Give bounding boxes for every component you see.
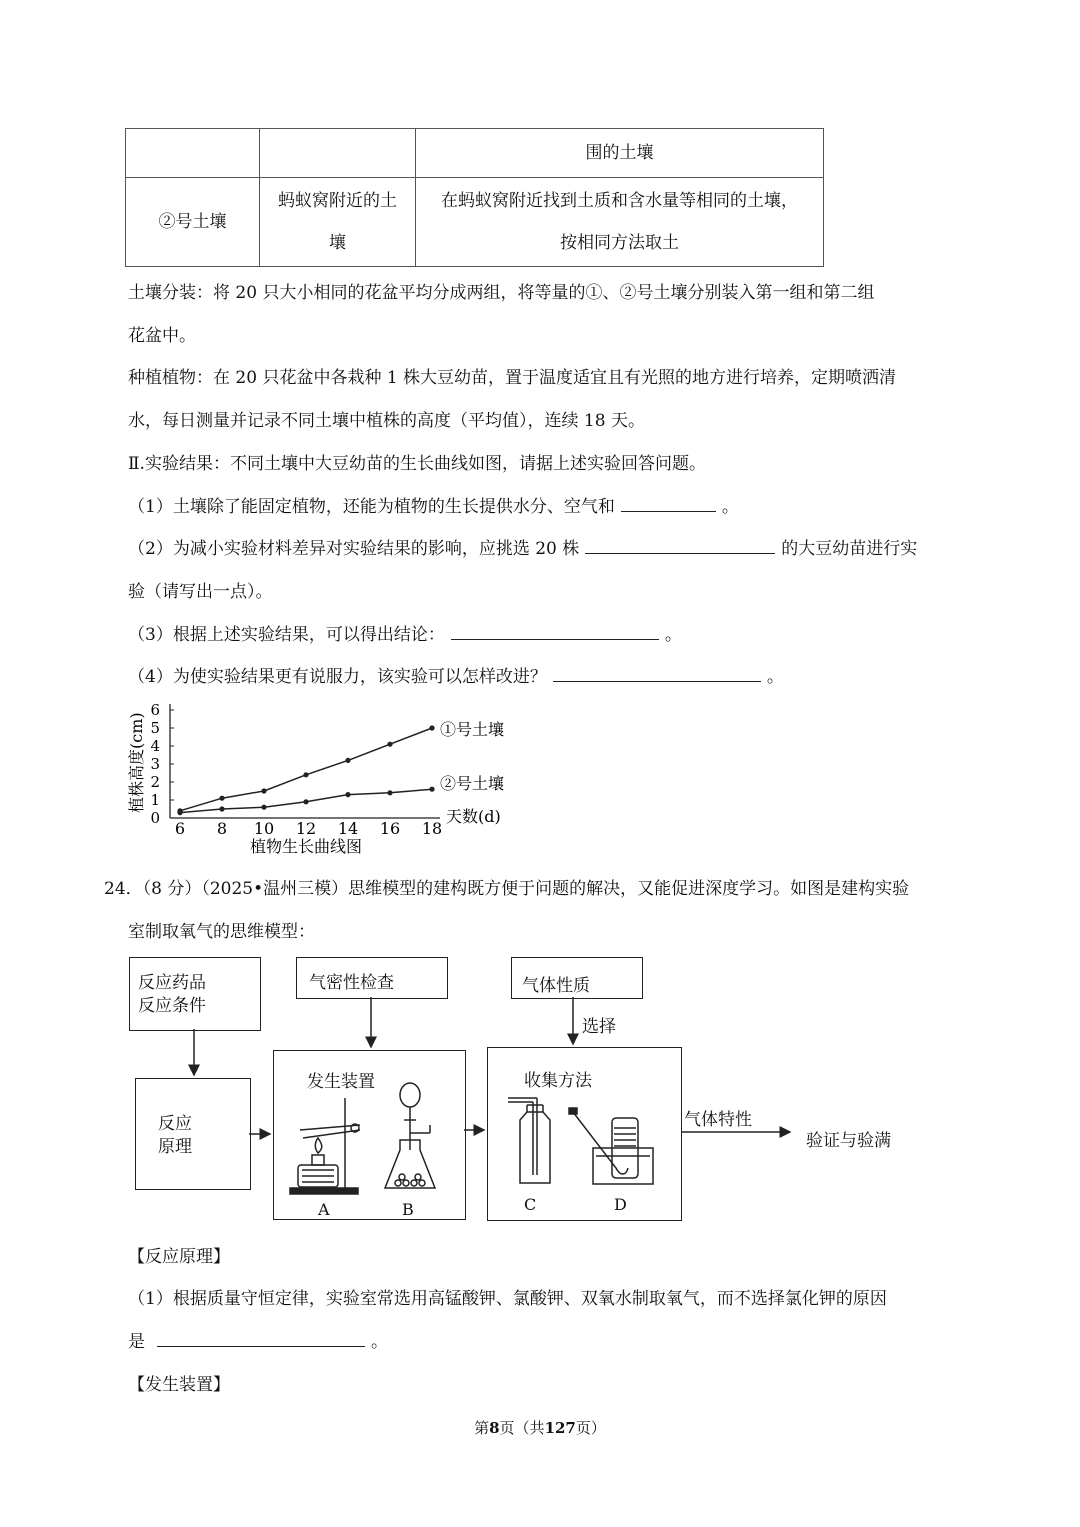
x-tick-label: 6 bbox=[174, 819, 186, 838]
chart-lines bbox=[177, 725, 434, 815]
data-point bbox=[345, 758, 350, 763]
table-cell bbox=[260, 178, 416, 267]
question-24-1 bbox=[128, 1327, 388, 1352]
cell-line: 蚂蚁窝附近的土 bbox=[278, 191, 397, 211]
y-tick-label: 3 bbox=[150, 755, 160, 773]
data-point bbox=[219, 796, 224, 801]
x-tick-label: 18 bbox=[421, 819, 443, 838]
gas-feature-label: 气体特性 bbox=[684, 1110, 752, 1130]
data-point bbox=[429, 787, 434, 792]
apparatus-label: D bbox=[614, 1195, 627, 1214]
x-tick-label: 16 bbox=[379, 819, 401, 838]
data-point bbox=[345, 792, 350, 797]
apparatus-a-drawing bbox=[290, 1098, 360, 1194]
chart-labels bbox=[127, 701, 504, 856]
table-cell bbox=[126, 129, 260, 178]
apparatus-d-drawing bbox=[569, 1108, 653, 1184]
diagram-drawings bbox=[0, 940, 1080, 1240]
footer-text: 页） bbox=[575, 1419, 606, 1437]
table-cell: ②号土壤 bbox=[126, 178, 260, 267]
data-point bbox=[261, 788, 266, 793]
box-text: 收集方法 bbox=[524, 1071, 592, 1091]
section-heading: 【反应原理】 bbox=[128, 1247, 230, 1267]
section-heading: 【发生装置】 bbox=[128, 1375, 230, 1395]
question-text: （2）为减小实验材料差异对实验结果的影响，应挑选 20 株 bbox=[128, 539, 580, 559]
data-point bbox=[429, 725, 434, 730]
paragraph-line: Ⅱ.实验结果：不同土壤中大豆幼苗的生长曲线如图，请据上述实验回答问题。 bbox=[128, 454, 706, 474]
table-cell bbox=[260, 129, 416, 178]
apparatus-label: C bbox=[524, 1195, 537, 1214]
series-line bbox=[180, 728, 432, 811]
x-tick-label: 12 bbox=[295, 819, 317, 838]
paragraph-line: 土壤分装：将 20 只大小相同的花盆平均分成两组，将等量的①、②号土壤分别装入第一组和第二组 bbox=[128, 283, 875, 303]
verify-label: 验证与验满 bbox=[806, 1131, 891, 1151]
data-point bbox=[219, 806, 224, 811]
question-text: 。 bbox=[766, 667, 784, 687]
y-tick-label: 0 bbox=[150, 809, 160, 827]
table-cell bbox=[416, 178, 824, 267]
box-text: 原理 bbox=[158, 1137, 192, 1157]
select-label: 选择 bbox=[582, 1017, 616, 1037]
cell-line: 按相同方法取土 bbox=[560, 233, 679, 253]
question-text: 的大豆幼苗进行实 bbox=[781, 539, 918, 559]
answer-blank[interactable] bbox=[621, 493, 716, 512]
apparatus-c-drawing bbox=[508, 1098, 550, 1183]
question-text: 。 bbox=[721, 497, 739, 517]
box-text: 气体性质 bbox=[522, 976, 590, 996]
data-point bbox=[303, 772, 308, 777]
data-point bbox=[261, 805, 266, 810]
footer-text: 页（共 bbox=[499, 1419, 545, 1437]
question-text: （3）根据上述实验结果，可以得出结论： bbox=[128, 625, 445, 645]
data-point bbox=[177, 810, 182, 815]
page-total: 127 bbox=[544, 1419, 576, 1437]
page-footer bbox=[0, 1417, 1080, 1438]
question-3 bbox=[128, 620, 682, 645]
box-text: 反应药品 bbox=[138, 973, 206, 993]
x-tick-label: 10 bbox=[253, 819, 275, 838]
soil-table bbox=[125, 128, 824, 267]
series-label: ②号土壤 bbox=[440, 774, 505, 794]
answer-blank[interactable] bbox=[553, 663, 761, 682]
page-number: 8 bbox=[489, 1419, 500, 1437]
question-2 bbox=[128, 534, 917, 559]
question-4 bbox=[128, 662, 784, 687]
paragraph-line: 花盆中。 bbox=[128, 326, 196, 346]
data-point bbox=[387, 742, 392, 747]
box-text: 发生装置 bbox=[307, 1072, 375, 1092]
question-text: 。 bbox=[371, 1332, 388, 1352]
table-row bbox=[126, 129, 824, 178]
footer-text: 第 bbox=[474, 1419, 490, 1437]
question-text: （1）土壤除了能固定植物，还能为植物的生长提供水分、空气和 bbox=[128, 497, 615, 517]
cell-line: 壤 bbox=[329, 233, 346, 253]
x-axis-label: 天数(d) bbox=[446, 807, 501, 826]
y-tick-label: 2 bbox=[150, 773, 160, 791]
box-text: 反应 bbox=[158, 1114, 192, 1134]
table-cell: 围的土壤 bbox=[416, 129, 824, 178]
answer-blank[interactable] bbox=[451, 621, 659, 640]
y-tick-label: 5 bbox=[150, 719, 160, 737]
table-row bbox=[126, 178, 824, 267]
paragraph-line: （1）根据质量守恒定律，实验室常选用高锰酸钾、氯酸钾、双氧水制取氧气，而不选择氯化钾的原因 bbox=[128, 1289, 887, 1309]
x-tick-label: 8 bbox=[216, 819, 228, 838]
question-text: （4）为使实验结果更有说服力，该实验可以怎样改进？ bbox=[128, 667, 547, 687]
chart-title: 植物生长曲线图 bbox=[249, 837, 363, 856]
y-axis-label: 植株高度(cm) bbox=[127, 712, 146, 813]
paragraph-line: 验（请写出一点）。 bbox=[128, 582, 273, 602]
answer-blank[interactable] bbox=[157, 1328, 365, 1347]
data-point bbox=[387, 790, 392, 795]
series-label: ①号土壤 bbox=[440, 720, 505, 739]
answer-blank[interactable] bbox=[585, 535, 775, 554]
question-24-line: 室制取氧气的思维模型： bbox=[128, 922, 315, 942]
x-tick-label: 14 bbox=[337, 819, 359, 838]
box-text: 气密性检查 bbox=[309, 973, 394, 993]
data-point bbox=[303, 799, 308, 804]
apparatus-label: B bbox=[402, 1200, 414, 1219]
box-text: 反应条件 bbox=[138, 996, 206, 1016]
question-24-line: 24．（8 分）（2025•温州三模）思维模型的建构既方便于问题的解决，又能促进深度学习。如图是建构实验 bbox=[104, 879, 910, 899]
paragraph-line: 水，每日测量并记录不同土壤中植株的高度（平均值），连续 18 天。 bbox=[128, 411, 645, 431]
y-tick-label: 4 bbox=[150, 737, 160, 755]
question-text: 是 bbox=[128, 1332, 145, 1352]
apparatus-label: A bbox=[318, 1200, 330, 1219]
y-tick-label: 1 bbox=[150, 791, 160, 809]
cell-line: 在蚂蚁窝附近找到土质和含水量等相同的土壤， bbox=[441, 191, 798, 211]
paragraph-line: 种植植物：在 20 只花盆中各栽种 1 株大豆幼苗，置于温度适宜且有光照的地方进行培养，定期喷洒清 bbox=[128, 368, 897, 388]
question-1 bbox=[128, 492, 739, 517]
apparatus-b-drawing bbox=[385, 1083, 435, 1188]
y-tick-label: 6 bbox=[150, 701, 160, 719]
growth-chart bbox=[120, 698, 540, 860]
question-text: 。 bbox=[664, 625, 682, 645]
